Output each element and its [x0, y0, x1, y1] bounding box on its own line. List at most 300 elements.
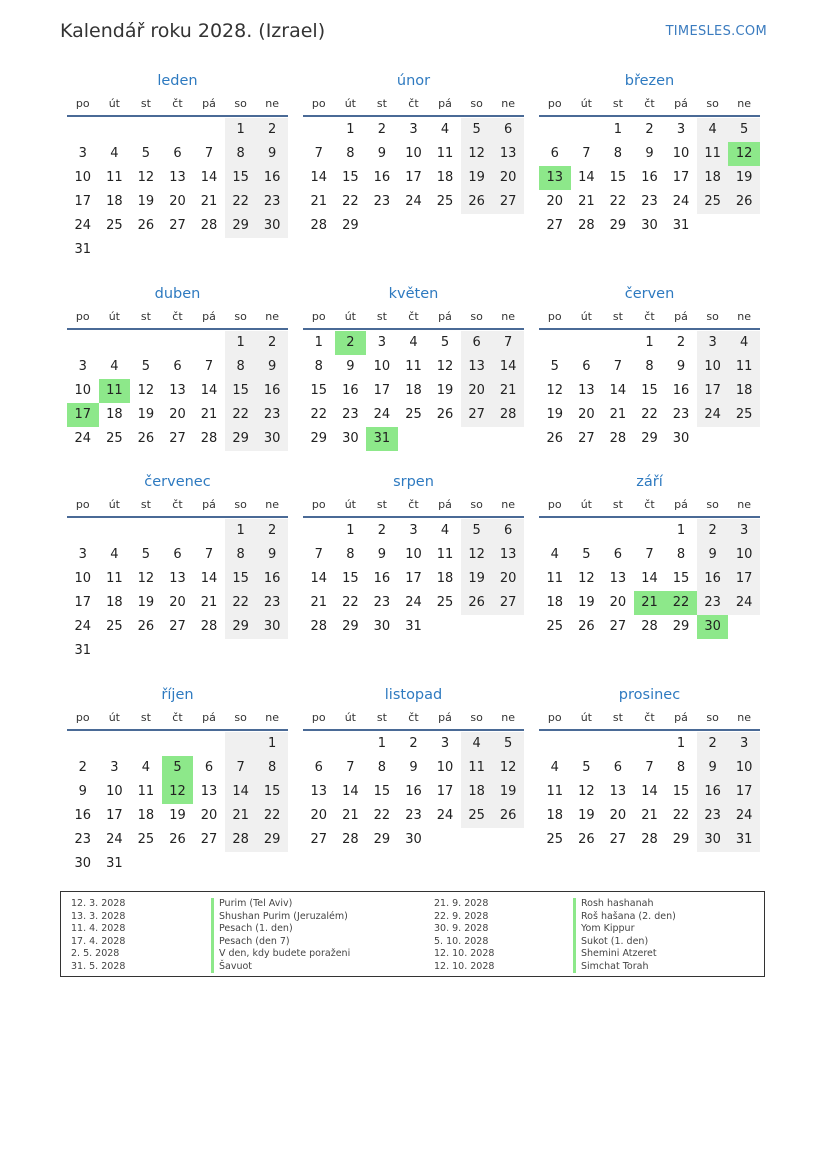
- day-cell[interactable]: 23: [672, 407, 690, 422]
- day-cell[interactable]: 18: [436, 571, 454, 586]
- day-cell[interactable]: 17: [728, 567, 760, 591]
- day-cell[interactable]: 8: [225, 543, 257, 567]
- day-cell[interactable]: 29: [641, 431, 658, 446]
- day-cell[interactable]: 5: [728, 118, 760, 142]
- day-cell[interactable]: 23: [373, 595, 391, 610]
- day-cell[interactable]: 16: [405, 784, 422, 799]
- day-cell[interactable]: 20: [169, 595, 186, 610]
- day-cell[interactable]: 11: [405, 359, 422, 374]
- day-cell[interactable]: 16: [256, 567, 288, 591]
- day-cell[interactable]: 6: [550, 146, 559, 161]
- day-cell[interactable]: 29: [310, 431, 328, 446]
- day-cell[interactable]: 31: [405, 619, 422, 634]
- day-cell[interactable]: 13: [169, 170, 186, 185]
- day-cell[interactable]: 23: [641, 194, 658, 209]
- day-cell[interactable]: 28: [200, 619, 218, 634]
- day-cell[interactable]: 12: [162, 780, 194, 804]
- day-cell[interactable]: 14: [200, 170, 218, 185]
- day-cell[interactable]: 29: [342, 619, 359, 634]
- day-cell[interactable]: 24: [728, 804, 760, 828]
- day-cell[interactable]: 6: [613, 547, 623, 562]
- day-cell[interactable]: 1: [676, 736, 686, 751]
- day-cell[interactable]: 9: [256, 355, 288, 379]
- day-cell[interactable]: 11: [546, 784, 564, 799]
- day-cell[interactable]: 4: [550, 760, 559, 775]
- day-cell[interactable]: 16: [641, 170, 658, 185]
- day-cell[interactable]: 19: [461, 567, 493, 591]
- day-cell[interactable]: 22: [665, 591, 697, 615]
- day-cell[interactable]: 14: [200, 571, 218, 586]
- day-cell[interactable]: 25: [106, 431, 123, 446]
- day-cell[interactable]: 23: [256, 591, 288, 615]
- day-cell[interactable]: 5: [440, 335, 450, 350]
- day-cell[interactable]: 10: [373, 359, 391, 374]
- day-cell[interactable]: 12: [492, 756, 524, 780]
- day-cell[interactable]: 30: [373, 619, 391, 634]
- day-cell[interactable]: 16: [672, 383, 690, 398]
- day-cell[interactable]: 25: [405, 407, 422, 422]
- day-cell[interactable]: 4: [110, 146, 119, 161]
- day-cell[interactable]: 20: [492, 166, 524, 190]
- day-cell[interactable]: 6: [204, 760, 214, 775]
- day-cell[interactable]: 12: [137, 170, 155, 185]
- day-cell[interactable]: 2: [645, 122, 654, 137]
- day-cell[interactable]: 15: [310, 383, 328, 398]
- day-cell[interactable]: 2: [676, 335, 686, 350]
- day-cell[interactable]: 12: [578, 571, 595, 586]
- day-cell[interactable]: 25: [137, 832, 155, 847]
- day-cell[interactable]: 10: [405, 146, 422, 161]
- day-cell[interactable]: 5: [492, 732, 524, 756]
- day-cell[interactable]: 3: [676, 122, 686, 137]
- day-cell[interactable]: 4: [440, 523, 450, 538]
- day-cell[interactable]: 5: [461, 118, 493, 142]
- day-cell[interactable]: 8: [377, 760, 387, 775]
- day-cell[interactable]: 18: [137, 808, 155, 823]
- day-cell[interactable]: 23: [697, 804, 729, 828]
- day-cell[interactable]: 6: [492, 519, 524, 543]
- day-cell[interactable]: 2: [78, 760, 87, 775]
- day-cell[interactable]: 3: [697, 331, 729, 355]
- day-cell[interactable]: 29: [672, 832, 690, 847]
- day-cell[interactable]: 27: [169, 619, 186, 634]
- day-cell[interactable]: 3: [440, 736, 450, 751]
- day-cell[interactable]: 31: [366, 427, 398, 451]
- day-cell[interactable]: 20: [609, 595, 627, 610]
- day-cell[interactable]: 1: [225, 331, 257, 355]
- day-cell[interactable]: 28: [492, 403, 524, 427]
- day-cell[interactable]: 21: [310, 194, 328, 209]
- day-cell[interactable]: 22: [342, 595, 359, 610]
- day-cell[interactable]: 24: [405, 595, 422, 610]
- day-cell[interactable]: 1: [256, 732, 288, 756]
- day-cell[interactable]: 18: [728, 379, 760, 403]
- day-cell[interactable]: 7: [204, 547, 214, 562]
- day-cell[interactable]: 27: [461, 403, 493, 427]
- brand-logo[interactable]: TIMESLES.COM: [665, 24, 767, 39]
- day-cell[interactable]: 8: [346, 146, 355, 161]
- day-cell[interactable]: 25: [436, 194, 454, 209]
- day-cell[interactable]: 1: [314, 335, 323, 350]
- day-cell[interactable]: 19: [461, 166, 493, 190]
- day-cell[interactable]: 21: [200, 194, 218, 209]
- day-cell[interactable]: 2: [409, 736, 418, 751]
- day-cell[interactable]: 6: [173, 547, 182, 562]
- day-cell[interactable]: 18: [546, 595, 564, 610]
- day-cell[interactable]: 11: [436, 146, 454, 161]
- day-cell[interactable]: 17: [74, 595, 92, 610]
- day-cell[interactable]: 1: [676, 523, 686, 538]
- day-cell[interactable]: 5: [550, 359, 559, 374]
- day-cell[interactable]: 26: [137, 218, 155, 233]
- day-cell[interactable]: 6: [314, 760, 323, 775]
- day-cell[interactable]: 14: [578, 170, 595, 185]
- day-cell[interactable]: 25: [697, 190, 729, 214]
- day-cell[interactable]: 7: [204, 359, 214, 374]
- day-cell[interactable]: 22: [256, 804, 288, 828]
- day-cell[interactable]: 25: [728, 403, 760, 427]
- day-cell[interactable]: 1: [645, 335, 654, 350]
- day-cell[interactable]: 5: [141, 547, 151, 562]
- day-cell[interactable]: 4: [440, 122, 450, 137]
- day-cell[interactable]: 4: [461, 732, 493, 756]
- day-cell[interactable]: 8: [225, 142, 257, 166]
- day-cell[interactable]: 16: [74, 808, 92, 823]
- day-cell[interactable]: 9: [377, 547, 387, 562]
- day-cell[interactable]: 12: [728, 142, 760, 166]
- day-cell[interactable]: 8: [346, 547, 355, 562]
- day-cell[interactable]: 22: [641, 407, 658, 422]
- day-cell[interactable]: 14: [641, 784, 658, 799]
- day-cell[interactable]: 19: [578, 595, 595, 610]
- day-cell[interactable]: 17: [672, 170, 690, 185]
- day-cell[interactable]: 2: [256, 519, 288, 543]
- day-cell[interactable]: 12: [546, 383, 564, 398]
- day-cell[interactable]: 23: [373, 194, 391, 209]
- day-cell[interactable]: 18: [461, 780, 493, 804]
- day-cell[interactable]: 3: [728, 519, 760, 543]
- day-cell[interactable]: 4: [110, 359, 119, 374]
- day-cell[interactable]: 2: [256, 331, 288, 355]
- day-cell[interactable]: 22: [310, 407, 328, 422]
- day-cell[interactable]: 13: [310, 784, 328, 799]
- day-cell[interactable]: 11: [728, 355, 760, 379]
- day-cell[interactable]: 7: [346, 760, 355, 775]
- day-cell[interactable]: 26: [492, 804, 524, 828]
- day-cell[interactable]: 24: [697, 403, 729, 427]
- day-cell[interactable]: 2: [697, 732, 729, 756]
- day-cell[interactable]: 14: [641, 571, 658, 586]
- day-cell[interactable]: 26: [461, 591, 493, 615]
- day-cell[interactable]: 26: [461, 190, 493, 214]
- day-cell[interactable]: 21: [225, 804, 257, 828]
- day-cell[interactable]: 28: [641, 619, 658, 634]
- day-cell[interactable]: 20: [169, 194, 186, 209]
- day-cell[interactable]: 27: [169, 218, 186, 233]
- day-cell[interactable]: 29: [256, 828, 288, 852]
- day-cell[interactable]: 13: [578, 383, 595, 398]
- day-cell[interactable]: 22: [225, 403, 257, 427]
- day-cell[interactable]: 26: [436, 407, 454, 422]
- day-cell[interactable]: 19: [436, 383, 454, 398]
- day-cell[interactable]: 5: [141, 146, 151, 161]
- day-cell[interactable]: 6: [173, 146, 182, 161]
- day-cell[interactable]: 17: [405, 170, 422, 185]
- day-cell[interactable]: 9: [377, 146, 387, 161]
- day-cell[interactable]: 10: [728, 543, 760, 567]
- day-cell[interactable]: 20: [169, 407, 186, 422]
- day-cell[interactable]: 11: [106, 571, 123, 586]
- day-cell[interactable]: 26: [728, 190, 760, 214]
- day-cell[interactable]: 26: [578, 619, 595, 634]
- day-cell[interactable]: 11: [137, 784, 155, 799]
- day-cell[interactable]: 13: [169, 571, 186, 586]
- day-cell[interactable]: 14: [310, 571, 328, 586]
- day-cell[interactable]: 30: [697, 828, 729, 852]
- day-cell[interactable]: 31: [106, 856, 123, 871]
- day-cell[interactable]: 18: [697, 166, 729, 190]
- day-cell[interactable]: 15: [342, 170, 359, 185]
- day-cell[interactable]: 13: [169, 383, 186, 398]
- day-cell[interactable]: 8: [613, 146, 623, 161]
- day-cell[interactable]: 7: [613, 359, 623, 374]
- day-cell[interactable]: 9: [697, 543, 729, 567]
- day-cell[interactable]: 30: [256, 214, 288, 238]
- day-cell[interactable]: 1: [225, 519, 257, 543]
- day-cell[interactable]: 23: [342, 407, 359, 422]
- day-cell[interactable]: 25: [106, 218, 123, 233]
- day-cell[interactable]: 24: [672, 194, 690, 209]
- day-cell[interactable]: 21: [641, 808, 658, 823]
- day-cell[interactable]: 2: [256, 118, 288, 142]
- day-cell[interactable]: 20: [578, 407, 595, 422]
- day-cell[interactable]: 3: [728, 732, 760, 756]
- day-cell[interactable]: 8: [676, 547, 686, 562]
- day-cell[interactable]: 24: [74, 218, 92, 233]
- day-cell[interactable]: 1: [346, 122, 355, 137]
- day-cell[interactable]: 11: [546, 571, 564, 586]
- day-cell[interactable]: 29: [342, 218, 359, 233]
- day-cell[interactable]: 30: [697, 615, 729, 639]
- day-cell[interactable]: 28: [200, 431, 218, 446]
- day-cell[interactable]: 16: [256, 379, 288, 403]
- day-cell[interactable]: 3: [409, 122, 418, 137]
- day-cell[interactable]: 27: [546, 218, 564, 233]
- day-cell[interactable]: 16: [697, 780, 729, 804]
- day-cell[interactable]: 22: [225, 591, 257, 615]
- day-cell[interactable]: 10: [74, 571, 92, 586]
- day-cell[interactable]: 12: [578, 784, 595, 799]
- day-cell[interactable]: 27: [310, 832, 328, 847]
- day-cell[interactable]: 14: [225, 780, 257, 804]
- day-cell[interactable]: 7: [645, 547, 654, 562]
- day-cell[interactable]: 1: [225, 118, 257, 142]
- day-cell[interactable]: 7: [314, 547, 323, 562]
- day-cell[interactable]: 17: [74, 194, 92, 209]
- day-cell[interactable]: 15: [256, 780, 288, 804]
- day-cell[interactable]: 13: [461, 355, 493, 379]
- day-cell[interactable]: 28: [225, 828, 257, 852]
- day-cell[interactable]: 13: [609, 784, 627, 799]
- day-cell[interactable]: 13: [492, 543, 524, 567]
- day-cell[interactable]: 17: [405, 571, 422, 586]
- day-cell[interactable]: 11: [99, 379, 131, 403]
- day-cell[interactable]: 30: [405, 832, 422, 847]
- day-cell[interactable]: 27: [492, 591, 524, 615]
- day-cell[interactable]: 18: [546, 808, 564, 823]
- day-cell[interactable]: 16: [373, 571, 391, 586]
- day-cell[interactable]: 4: [409, 335, 418, 350]
- day-cell[interactable]: 12: [137, 571, 155, 586]
- day-cell[interactable]: 13: [200, 784, 218, 799]
- day-cell[interactable]: 6: [461, 331, 493, 355]
- day-cell[interactable]: 31: [74, 242, 92, 257]
- day-cell[interactable]: 31: [728, 828, 760, 852]
- day-cell[interactable]: 10: [74, 170, 92, 185]
- day-cell[interactable]: 20: [609, 808, 627, 823]
- day-cell[interactable]: 25: [546, 832, 564, 847]
- day-cell[interactable]: 30: [256, 615, 288, 639]
- day-cell[interactable]: 10: [74, 383, 92, 398]
- day-cell[interactable]: 15: [225, 379, 257, 403]
- day-cell[interactable]: 21: [342, 808, 359, 823]
- day-cell[interactable]: 2: [697, 519, 729, 543]
- day-cell[interactable]: 14: [200, 383, 218, 398]
- day-cell[interactable]: 3: [409, 523, 418, 538]
- day-cell[interactable]: 9: [346, 359, 355, 374]
- day-cell[interactable]: 12: [461, 142, 493, 166]
- day-cell[interactable]: 24: [74, 431, 92, 446]
- day-cell[interactable]: 31: [74, 643, 92, 658]
- day-cell[interactable]: 19: [492, 780, 524, 804]
- day-cell[interactable]: 19: [169, 808, 186, 823]
- day-cell[interactable]: 28: [342, 832, 359, 847]
- day-cell[interactable]: 21: [492, 379, 524, 403]
- day-cell[interactable]: 30: [672, 431, 690, 446]
- day-cell[interactable]: 3: [377, 335, 387, 350]
- day-cell[interactable]: 22: [373, 808, 391, 823]
- day-cell[interactable]: 1: [377, 736, 387, 751]
- day-cell[interactable]: 19: [137, 407, 155, 422]
- day-cell[interactable]: 5: [141, 359, 151, 374]
- day-cell[interactable]: 1: [613, 122, 623, 137]
- day-cell[interactable]: 19: [578, 808, 595, 823]
- day-cell[interactable]: 29: [672, 619, 690, 634]
- day-cell[interactable]: 18: [405, 383, 422, 398]
- day-cell[interactable]: 24: [728, 591, 760, 615]
- day-cell[interactable]: 25: [546, 619, 564, 634]
- day-cell[interactable]: 9: [256, 142, 288, 166]
- day-cell[interactable]: 29: [225, 615, 257, 639]
- day-cell[interactable]: 16: [256, 166, 288, 190]
- day-cell[interactable]: 22: [342, 194, 359, 209]
- day-cell[interactable]: 15: [641, 383, 658, 398]
- day-cell[interactable]: 15: [373, 784, 391, 799]
- day-cell[interactable]: 25: [436, 595, 454, 610]
- day-cell[interactable]: 9: [697, 756, 729, 780]
- day-cell[interactable]: 7: [225, 756, 257, 780]
- day-cell[interactable]: 20: [461, 379, 493, 403]
- day-cell[interactable]: 15: [225, 166, 257, 190]
- day-cell[interactable]: 21: [200, 407, 218, 422]
- day-cell[interactable]: 4: [728, 331, 760, 355]
- day-cell[interactable]: 15: [225, 567, 257, 591]
- day-cell[interactable]: 3: [110, 760, 119, 775]
- day-cell[interactable]: 23: [256, 403, 288, 427]
- day-cell[interactable]: 12: [461, 543, 493, 567]
- day-cell[interactable]: 26: [546, 431, 564, 446]
- day-cell[interactable]: 4: [141, 760, 151, 775]
- day-cell[interactable]: 7: [582, 146, 591, 161]
- day-cell[interactable]: 5: [461, 519, 493, 543]
- day-cell[interactable]: 15: [342, 571, 359, 586]
- day-cell[interactable]: 2: [335, 331, 367, 355]
- day-cell[interactable]: 24: [373, 407, 391, 422]
- day-cell[interactable]: 3: [78, 547, 87, 562]
- day-cell[interactable]: 27: [169, 431, 186, 446]
- day-cell[interactable]: 18: [436, 170, 454, 185]
- day-cell[interactable]: 14: [492, 355, 524, 379]
- day-cell[interactable]: 28: [641, 832, 658, 847]
- day-cell[interactable]: 30: [342, 431, 359, 446]
- day-cell[interactable]: 10: [728, 756, 760, 780]
- day-cell[interactable]: 28: [200, 218, 218, 233]
- day-cell[interactable]: 21: [310, 595, 328, 610]
- day-cell[interactable]: 9: [256, 543, 288, 567]
- day-cell[interactable]: 29: [225, 427, 257, 451]
- day-cell[interactable]: 26: [137, 619, 155, 634]
- day-cell[interactable]: 22: [672, 808, 690, 823]
- day-cell[interactable]: 6: [492, 118, 524, 142]
- day-cell[interactable]: 6: [582, 359, 591, 374]
- day-cell[interactable]: 16: [373, 170, 391, 185]
- day-cell[interactable]: 6: [613, 760, 623, 775]
- day-cell[interactable]: 8: [256, 756, 288, 780]
- day-cell[interactable]: 27: [578, 431, 595, 446]
- day-cell[interactable]: 10: [672, 146, 690, 161]
- day-cell[interactable]: 20: [310, 808, 328, 823]
- day-cell[interactable]: 11: [697, 142, 729, 166]
- day-cell[interactable]: 8: [645, 359, 654, 374]
- day-cell[interactable]: 2: [377, 523, 387, 538]
- day-cell[interactable]: 17: [67, 403, 99, 427]
- day-cell[interactable]: 20: [200, 808, 218, 823]
- day-cell[interactable]: 19: [546, 407, 564, 422]
- day-cell[interactable]: 19: [137, 194, 155, 209]
- day-cell[interactable]: 23: [405, 808, 422, 823]
- day-cell[interactable]: 27: [609, 619, 627, 634]
- day-cell[interactable]: 17: [436, 784, 454, 799]
- day-cell[interactable]: 10: [106, 784, 123, 799]
- day-cell[interactable]: 26: [578, 832, 595, 847]
- day-cell[interactable]: 9: [409, 760, 418, 775]
- day-cell[interactable]: 14: [609, 383, 627, 398]
- day-cell[interactable]: 17: [728, 780, 760, 804]
- day-cell[interactable]: 17: [373, 383, 391, 398]
- day-cell[interactable]: 20: [492, 567, 524, 591]
- day-cell[interactable]: 11: [106, 170, 123, 185]
- day-cell[interactable]: 21: [200, 595, 218, 610]
- day-cell[interactable]: 16: [697, 567, 729, 591]
- day-cell[interactable]: 28: [310, 619, 328, 634]
- day-cell[interactable]: 21: [578, 194, 595, 209]
- day-cell[interactable]: 10: [697, 355, 729, 379]
- day-cell[interactable]: 17: [106, 808, 123, 823]
- day-cell[interactable]: 15: [672, 571, 690, 586]
- day-cell[interactable]: 22: [609, 194, 627, 209]
- day-cell[interactable]: 25: [106, 619, 123, 634]
- day-cell[interactable]: 27: [492, 190, 524, 214]
